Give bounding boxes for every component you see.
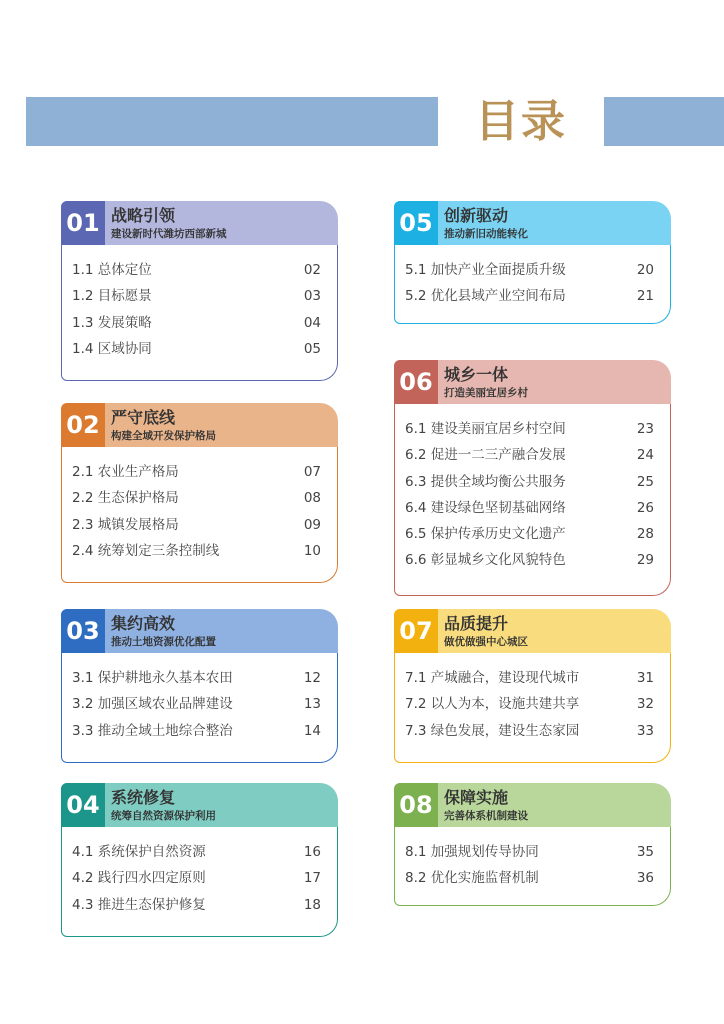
toc-entry[interactable]: [405, 547, 654, 573]
section-subtitle: 建设新时代潍坊西部新城: [111, 228, 227, 240]
section-subtitle: 完善体系机制建设: [444, 810, 528, 822]
toc-entry[interactable]: [72, 538, 321, 564]
toc-entry-label: 1.4 区域协同: [72, 340, 152, 357]
toc-entry-label: 6.4 建设绿色坚韧基础网络: [405, 499, 566, 516]
toc-entry-page: 05: [303, 340, 321, 357]
section-items: [61, 447, 338, 583]
toc-entry[interactable]: [72, 310, 321, 336]
toc-section-01: [61, 201, 338, 381]
toc-entry-label: 7.1 产城融合，建设现代城市: [405, 670, 580, 686]
toc-entry[interactable]: [405, 521, 654, 547]
section-subtitle: 推动土地资源优化配置: [111, 636, 216, 648]
toc-entry-page: 20: [636, 262, 654, 278]
section-number: 08: [394, 783, 438, 827]
toc-entry-page: 31: [636, 670, 654, 686]
section-subtitle: 构建全域开发保护格局: [111, 430, 216, 442]
toc-section-03: [61, 609, 338, 763]
section-number: 01: [61, 201, 105, 245]
toc-entry-label: 4.2 践行四水四定原则: [72, 870, 206, 887]
toc-entry-label: 1.1 总体定位: [72, 262, 152, 278]
section-number: 05: [394, 201, 438, 245]
toc-entry-page: 35: [636, 844, 654, 860]
toc-entry-label: 6.6 彰显城乡文化风貌特色: [405, 552, 566, 569]
toc-entry-page: 04: [303, 314, 321, 331]
toc-entry[interactable]: [405, 495, 654, 521]
toc-entry[interactable]: [72, 512, 321, 538]
toc-entry[interactable]: [405, 665, 654, 691]
toc-entry-page: 23: [636, 421, 654, 437]
section-title: 系统修复: [111, 788, 176, 807]
section-number: 04: [61, 783, 105, 827]
toc-entry-page: 16: [303, 844, 321, 860]
toc-entry-label: 3.1 保护耕地永久基本农田: [72, 670, 233, 686]
toc-entry[interactable]: [72, 665, 321, 691]
section-title: 城乡一体: [444, 365, 509, 384]
toc-entry-label: 3.3 推动全域土地综合整治: [72, 722, 233, 739]
section-header[interactable]: [394, 201, 671, 245]
toc-entry-page: 21: [636, 288, 654, 305]
toc-section-04: [61, 783, 338, 937]
toc-entry[interactable]: [405, 469, 654, 495]
section-title: 保障实施: [444, 788, 509, 807]
toc-entry[interactable]: [405, 718, 654, 744]
toc-entry-label: 6.1 建设美丽宜居乡村空间: [405, 421, 566, 437]
toc-entry-page: 26: [636, 499, 654, 516]
toc-entry-label: 1.3 发展策略: [72, 314, 152, 331]
toc-entry-label: 6.5 保护传承历史文化遗产: [405, 526, 566, 543]
section-subtitle: 统筹自然资源保护利用: [111, 810, 216, 822]
toc-entry-page: 28: [636, 526, 654, 543]
section-number: 03: [61, 609, 105, 653]
toc-entry-page: 29: [636, 552, 654, 569]
toc-entry-label: 5.1 加快产业全面提质升级: [405, 262, 566, 278]
section-number: 07: [394, 609, 438, 653]
section-title: 品质提升: [444, 614, 509, 633]
toc-entry-page: 07: [303, 464, 321, 480]
toc-entry[interactable]: [72, 283, 321, 309]
section-header[interactable]: [394, 609, 671, 653]
section-number: 06: [394, 360, 438, 404]
toc-entry[interactable]: [72, 892, 321, 918]
section-items: [394, 827, 671, 906]
section-header[interactable]: [61, 201, 338, 245]
toc-entry-page: 24: [636, 447, 654, 464]
toc-entry-page: 12: [303, 670, 321, 686]
toc-entry-label: 8.1 加强规划传导协同: [405, 844, 539, 860]
section-header[interactable]: [61, 403, 338, 447]
toc-entry[interactable]: [405, 257, 654, 283]
section-number: 02: [61, 403, 105, 447]
section-header[interactable]: [61, 609, 338, 653]
toc-entry-label: 6.2 促进一二三产融合发展: [405, 447, 566, 464]
section-items: [61, 245, 338, 381]
section-items: [61, 827, 338, 937]
toc-entry-label: 7.3 绿色发展，建设生态家园: [405, 722, 580, 739]
toc-entry-page: 17: [303, 870, 321, 887]
section-header[interactable]: [394, 360, 671, 404]
toc-entry-page: 14: [303, 722, 321, 739]
toc-entry-page: 25: [636, 473, 654, 490]
header-band-right: [604, 97, 724, 146]
section-title: 严守底线: [111, 408, 176, 427]
toc-entry-label: 2.3 城镇发展格局: [72, 516, 179, 533]
toc-entry-label: 2.2 生态保护格局: [72, 490, 179, 507]
toc-entry[interactable]: [405, 283, 654, 309]
toc-entry-label: 8.2 优化实施监督机制: [405, 870, 539, 887]
toc-entry[interactable]: [72, 865, 321, 891]
toc-entry-page: 33: [636, 722, 654, 739]
toc-entry-page: 36: [636, 870, 654, 887]
toc-entry-label: 1.2 目标愿景: [72, 288, 152, 305]
toc-entry[interactable]: [72, 257, 321, 283]
toc-entry[interactable]: [405, 839, 654, 865]
toc-entry[interactable]: [72, 839, 321, 865]
toc-entry-page: 32: [636, 696, 654, 713]
toc-section-07: [394, 609, 671, 763]
toc-entry-page: 13: [303, 696, 321, 713]
toc-section-06: [394, 360, 671, 596]
toc-entry-label: 3.2 加强区域农业品牌建设: [72, 696, 233, 713]
toc-entry-page: 03: [303, 288, 321, 305]
toc-entry-page: 10: [303, 542, 321, 559]
header-band-left: [26, 97, 438, 146]
toc-entry-label: 2.1 农业生产格局: [72, 464, 179, 480]
toc-entry-page: 02: [303, 262, 321, 278]
toc-entry[interactable]: [405, 442, 654, 468]
toc-section-08: [394, 783, 671, 906]
toc-entry-label: 4.1 系统保护自然资源: [72, 844, 206, 860]
toc-entry[interactable]: [72, 459, 321, 485]
section-title: 战略引领: [111, 206, 176, 225]
toc-entry-label: 6.3 提供全域均衡公共服务: [405, 473, 566, 490]
toc-entry[interactable]: [72, 718, 321, 744]
page-title: 目录: [475, 96, 567, 147]
section-header[interactable]: [394, 783, 671, 827]
toc-entry-page: 09: [303, 516, 321, 533]
toc-entry[interactable]: [405, 691, 654, 717]
toc-entry[interactable]: [72, 691, 321, 717]
toc-entry[interactable]: [405, 865, 654, 891]
section-subtitle: 做优做强中心城区: [444, 636, 528, 648]
section-items: [394, 245, 671, 324]
section-header[interactable]: [61, 783, 338, 827]
section-items: [394, 653, 671, 763]
section-items: [394, 404, 671, 596]
toc-entry[interactable]: [72, 485, 321, 511]
toc-entry-page: 18: [303, 896, 321, 913]
toc-section-02: [61, 403, 338, 583]
section-subtitle: 打造美丽宜居乡村: [444, 387, 528, 399]
toc-entry-label: 4.3 推进生态保护修复: [72, 896, 206, 913]
section-title: 创新驱动: [444, 206, 509, 225]
toc-entry-label: 2.4 统筹划定三条控制线: [72, 542, 220, 559]
toc-entry-page: 08: [303, 490, 321, 507]
section-title: 集约高效: [111, 614, 176, 633]
toc-entry-label: 7.2 以人为本，设施共建共享: [405, 696, 580, 713]
toc-entry[interactable]: [72, 336, 321, 362]
toc-entry[interactable]: [405, 416, 654, 442]
toc-section-05: [394, 201, 671, 324]
toc-entry-label: 5.2 优化县域产业空间布局: [405, 288, 566, 305]
section-subtitle: 推动新旧动能转化: [444, 228, 528, 240]
section-items: [61, 653, 338, 763]
